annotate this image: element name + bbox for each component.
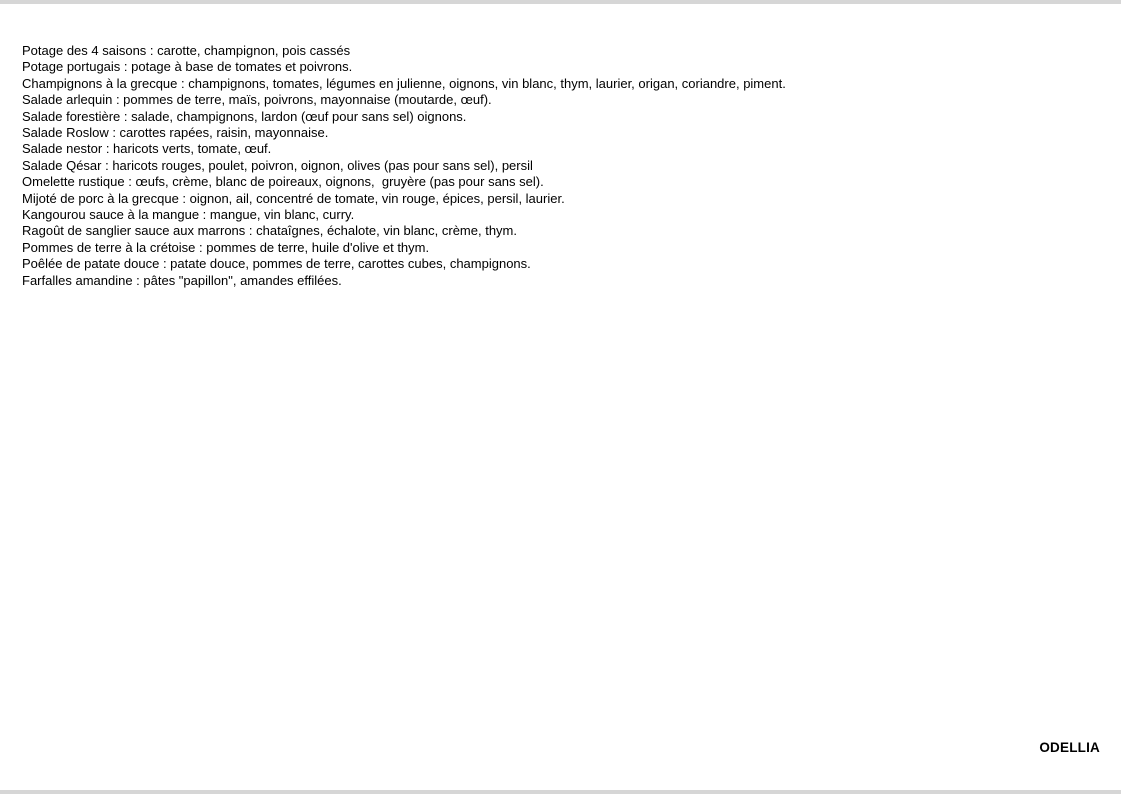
menu-line: Farfalles amandine : pâtes "papillon", amandes effilées. <box>22 272 342 288</box>
menu-line: Potage des 4 saisons : carotte, champignon, pois cassés <box>22 43 351 58</box>
menu-line: Salade forestière : salade, champignons, lardon (œuf pour sans sel) oignons. <box>22 108 467 124</box>
menu-line: Omelette rustique : œufs, crème, blanc de poireaux, oignons, gruyère (pas pour sans sel). <box>22 174 544 190</box>
menu-line: Ragoût de sanglier sauce aux marrons : chataîgnes, échalote, vin blanc, crème, thym. <box>22 223 517 239</box>
menu-line: Pommes de terre à la crétoise : pommes de terre, huile d'olive et thym. <box>22 239 430 255</box>
page-bottom-edge <box>0 790 1121 794</box>
menu-line: Potage portugais : potage à base de tomates et poivrons. <box>22 59 353 75</box>
menu-line: Salade Qésar : haricots rouges, poulet, poivron, oignon, olives (pas pour sans sel), persil <box>22 157 533 173</box>
page-top-edge <box>0 0 1121 4</box>
menu-line: Salade arlequin : pommes de terre, maïs, poivrons, mayonnaise (moutarde, œuf). <box>22 92 492 108</box>
menu-line: Champignons à la grecque : champignons, tomates, légumes en julienne, oignons, vin blanc, thym, laurier, origan, coriandre, piment. <box>22 75 786 91</box>
menu-line: Mijoté de porc à la grecque : oignon, ail, concentré de tomate, vin rouge, épices, persil, laurier. <box>22 190 565 206</box>
menu-line: Kangourou sauce à la mangue : mangue, vin blanc, curry. <box>22 207 355 223</box>
menu-line: Poêlée de patate douce : patate douce, pommes de terre, carottes cubes, champignons. <box>22 256 531 272</box>
footer-brand: ODELLIA <box>1039 740 1100 755</box>
menu-line: Salade nestor : haricots verts, tomate, œuf. <box>22 141 272 157</box>
menu-text-block <box>22 43 1102 289</box>
menu-line: Salade Roslow : carottes rapées, raisin, mayonnaise. <box>22 125 329 141</box>
